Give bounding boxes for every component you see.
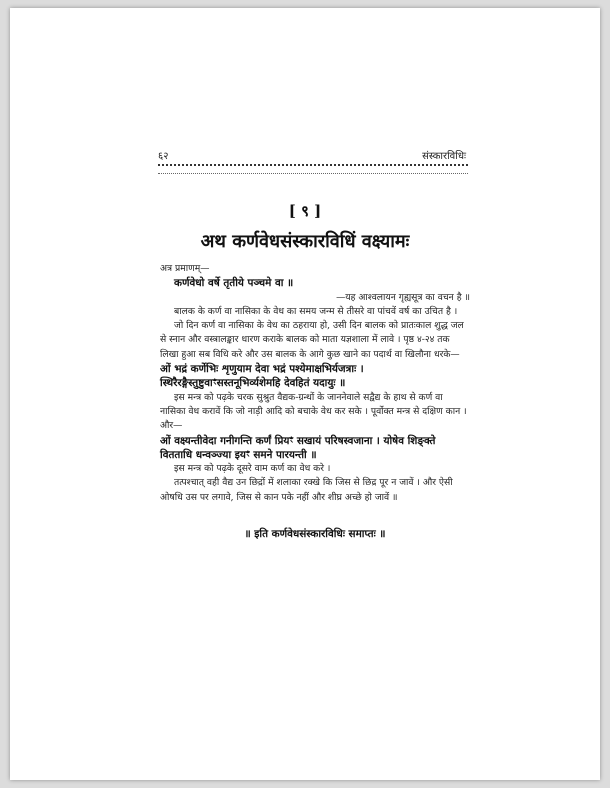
- paragraph-procedure: जो दिन कर्ण वा नासिका के वेध का ठहराया हो, उसी दिन बालक को प्रातःकाल शुद्ध जल से स्नान और वस्त्रालङ्कार धारण कराके बालक को माता यज्ञशाला में लावे । पृष्ठ ४-२४ तक लिखा हुआ सब विधि करे और उस बालक के आगे कुछ खाने का पदार्थ वा खिलौना धरके—: [160, 320, 464, 360]
- page-number: ६२: [158, 151, 169, 162]
- pramana-intro: अत्र प्रमाणम्—: [160, 263, 210, 274]
- mantra-right-ear: ओं भद्रं कर्णेभिः शृणुयाम देवा भद्रं पश्येमाक्षभिर्यजत्राः । स्थिरैरङ्गैस्तुष्टुवाꣳसस्तनूभिर्व्यशेमहि देवहितं यदायुः ॥: [160, 363, 364, 390]
- running-header: [158, 148, 466, 162]
- sutra-attribution: —यह आश्वलायन गृह्यसूत्र का वचन है ॥: [336, 291, 470, 303]
- running-title: संस्कारविधिः: [422, 151, 466, 162]
- header-rule: [158, 164, 468, 174]
- body-text: [160, 262, 470, 541]
- paragraph-aftercare: तत्पश्चात् वही वैद्य उन छिद्रों में शलाका रक्खे कि जिस से छिद्र पूर न जावें । और ऐसी ओषधि उस पर लगावे, जिस से कान पके नहीं और शीघ्र अच्छे हो जावें ॥: [160, 477, 453, 503]
- document-page: [10, 8, 600, 780]
- paragraph-timing: बालक के कर्ण वा नासिका के वेध का समय जन्म से तीसरे वा पांचवें वर्ष का उचित है ।: [174, 305, 458, 317]
- paragraph-left-ear: इस मन्त्र को पढ़के दूसरे वाम कर्ण का वेध करे ।: [174, 463, 331, 475]
- mantra-left-ear: ओं वक्ष्यन्तीवेदा गनीगन्ति कर्णं प्रियꣳ सखायं परिषस्वजाना । योषेव शिङ्क्ते वितताधि धन्वञ्ज्या इयꣳ समने पारयन्ती ॥: [160, 434, 436, 461]
- sutra-verse: कर्णवेधो वर्षे तृतीये पञ्चमे वा ॥: [174, 277, 294, 290]
- section-number: [ ९ ]: [288, 202, 322, 220]
- paragraph-piercing: इस मन्त्र को पढ़के चरक सुश्रुत वैद्यक-ग्रन्थों के जाननेवाले सद्वैद्य के हाथ से कर्ण वा नासिका वेध करावें कि जो नाड़ी आदि को बचाके वेध कर सके । पूर्वोक्त मन्त्र से दक्षिण कान । और—: [160, 391, 467, 432]
- chapter-title: अथ कर्णवेधसंस्कारविधिं वक्ष्यामः: [200, 231, 410, 252]
- closing-line: ॥ इति कर्णवेधसंस्कारविधिः समाप्तः ॥: [244, 528, 386, 541]
